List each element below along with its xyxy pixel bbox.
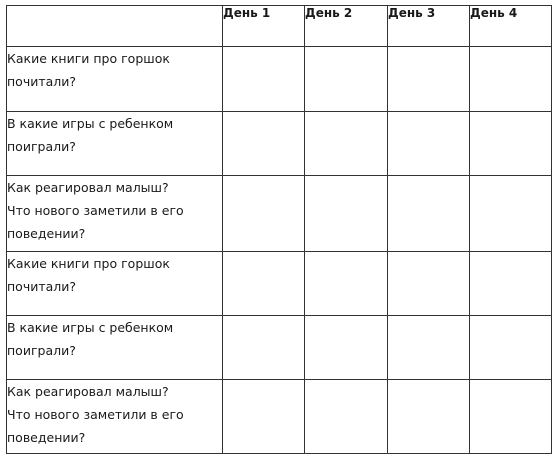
day-1-entry-cell — [223, 380, 305, 454]
day-2-entry-cell — [305, 176, 388, 252]
row-question: Как реагировал малыш? Что нового заметили в его поведении? — [7, 176, 223, 252]
day-2-entry-cell — [305, 47, 388, 112]
day-1-entry-cell — [223, 47, 305, 112]
day-3-entry-cell — [388, 47, 470, 112]
day-2-entry-cell — [305, 316, 388, 380]
day-1-entry-cell — [223, 252, 305, 316]
row-question: В какие игры с ребенком поиграли? — [7, 316, 223, 380]
day-2-entry-cell — [305, 252, 388, 316]
table-row — [7, 47, 552, 112]
row-question: Как реагировал малыш? Что нового заметили в его поведении? — [7, 380, 223, 454]
day-3-entry-cell — [388, 112, 470, 176]
table-row — [7, 112, 552, 176]
table-row — [7, 380, 552, 454]
day-3-header: День 3 — [388, 6, 470, 47]
potty-training-tracker-table — [6, 5, 552, 454]
day-3-entry-cell — [388, 380, 470, 454]
day-1-entry-cell — [223, 112, 305, 176]
day-4-entry-cell — [470, 112, 552, 176]
day-2-entry-cell — [305, 112, 388, 176]
day-4-entry-cell — [470, 316, 552, 380]
day-3-entry-cell — [388, 252, 470, 316]
day-4-entry-cell — [470, 252, 552, 316]
day-3-entry-cell — [388, 316, 470, 380]
row-question: Какие книги про горшок почитали? — [7, 252, 223, 316]
row-question: В какие игры с ребенком поиграли? — [7, 112, 223, 176]
day-1-entry-cell — [223, 176, 305, 252]
day-1-header: День 1 — [223, 6, 305, 47]
day-3-entry-cell — [388, 176, 470, 252]
day-4-header: День 4 — [470, 6, 552, 47]
day-4-entry-cell — [470, 176, 552, 252]
corner-cell — [7, 6, 223, 47]
day-4-entry-cell — [470, 380, 552, 454]
day-1-entry-cell — [223, 316, 305, 380]
table-row — [7, 176, 552, 252]
row-question: Какие книги про горшок почитали? — [7, 47, 223, 112]
header-row — [7, 6, 552, 47]
day-2-header: День 2 — [305, 6, 388, 47]
table-row — [7, 252, 552, 316]
day-4-entry-cell — [470, 47, 552, 112]
day-2-entry-cell — [305, 380, 388, 454]
table-row — [7, 316, 552, 380]
